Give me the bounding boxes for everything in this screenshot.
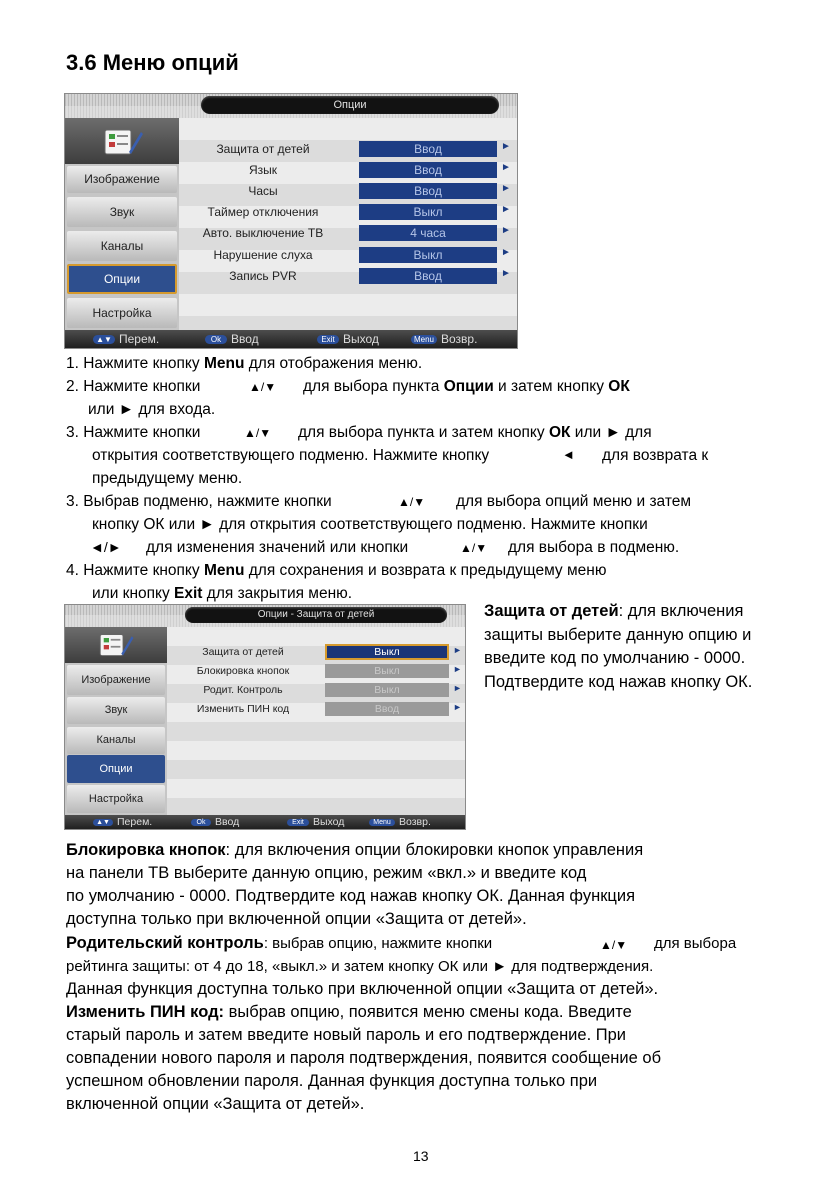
footer-hint-move: ▲▼ Перем. [93,816,152,828]
row-value[interactable]: Выкл [359,247,497,263]
ok-key-icon: Ok [205,335,227,344]
instruction-3: 3. Нажмите кнопки ▲/▼ для выбора пункта и затем кнопку ОК или ► для [66,424,652,441]
menu-row[interactable] [65,160,517,180]
instruction-4-cont2: ◄/► для изменения значений или кнопки ▲/▼ для выбора в подменю. [90,539,680,556]
page-heading: 3.6 Меню опций [66,50,239,75]
row-label: Часы [248,184,278,198]
menu-row[interactable] [65,700,465,718]
sidebar-item-setup[interactable]: Настройка [67,298,177,328]
button-lock-paragraph: Блокировка кнопок: для включения опции блокировки кнопок управления на панели ТВ выберите данную опцию, режим «вкл.» и введите код по умолчанию - 0000. Подтвердите код нажав кнопку ОК. Данная функция доступна только при включенной опции «Защита от детей». [66,841,644,928]
sidebar-item-setup[interactable]: Настройка [67,785,165,813]
updown-key-icon: ▲▼ [93,819,113,826]
instruction-3-cont: открытия соответствующего подменю. Нажмите кнопку ◄ для возврата к [92,447,709,464]
menu-title: Опции [201,96,499,114]
row-label: Авто. выключение ТВ [202,226,324,240]
footer-hint-enter: Ok Ввод [191,816,239,828]
menu-row[interactable] [65,681,465,699]
row-value[interactable]: Выкл [325,644,449,660]
right-arrow-icon: ► [501,141,511,152]
menu-row[interactable] [65,181,517,201]
sidebar-item-channels[interactable]: Каналы [67,231,177,261]
row-value[interactable]: Выкл [325,664,449,678]
right-arrow-icon: ► [501,247,511,258]
right-arrow-icon: ► [501,162,511,173]
footer-hint-back: Menu Возвр. [369,816,431,828]
footer-hint-move: ▲▼ Перем. [93,332,159,346]
parental-lock-description: Защита от детей: для включения защиты выберите данную опцию и введите код по умолчанию - 0000. Подтвердите код нажав кнопку ОК. [484,602,753,691]
options-menu-screenshot [64,93,518,349]
page-number: 13 [413,1148,429,1164]
row-value[interactable]: Ввод [359,162,497,178]
right-arrow-icon: ► [453,664,462,674]
exit-key-icon: Exit [317,335,339,344]
ok-key-icon: Ok [191,819,211,826]
menu-key-icon: Menu [411,335,437,344]
sidebar-item-sound[interactable]: Звук [67,697,165,724]
instruction-3-cont2: предыдущему меню. [92,470,243,487]
row-value[interactable]: Ввод [359,183,497,199]
menu-row[interactable] [65,245,517,265]
updown-key-icon: ▲▼ [93,335,115,344]
footer-hint-exit: Exit Выход [317,332,379,346]
sidebar-item-sound[interactable]: Звук [67,197,177,227]
menu-row[interactable] [65,266,517,286]
footer-hint-exit: Exit Выход [287,816,344,828]
exit-key-icon: Exit [287,819,309,826]
right-arrow-icon: ► [501,183,511,194]
menu-title: Опции - Защита от детей [185,607,447,623]
menu-row[interactable] [65,643,465,661]
right-arrow-icon: ► [501,225,511,236]
instruction-5-cont: или кнопку Exit для закрытия меню. [92,585,353,602]
right-arrow-icon: ► [453,702,462,712]
row-label: Родит. Контроль [203,684,283,696]
right-arrow-icon: ► [453,683,462,693]
instruction-4-cont: кнопку ОК или ► для открытия соответствующего подменю. Нажмите кнопки [92,516,648,533]
menu-footer [65,330,517,348]
footer-hint-enter: Ok Ввод [205,332,259,346]
sidebar-item-options[interactable]: Опции [67,755,165,783]
sidebar-item-picture[interactable]: Изображение [67,665,165,695]
row-label: Запись PVR [229,269,297,283]
instruction-4: 3. Выбрав подменю, нажмите кнопки ▲/▼ для выбора опций меню и затем [66,493,692,510]
row-value[interactable]: Выкл [359,204,497,220]
sidebar-item-channels[interactable]: Каналы [67,727,165,754]
menu-row[interactable] [65,139,517,159]
row-label: Защита от детей [216,142,310,156]
change-pin-paragraph: Изменить ПИН код: выбрав опцию, появится меню смены кода. Введите старый пароль и затем введите новый пароль и его подтверждение. При совпадении нового пароля и пароля подтверждения, появится сообщение об успешном обновлении пароля. Данная функция доступна только при включенной опции «Защита от детей». [66,1003,662,1113]
menu-footer [65,815,465,829]
menu-key-icon: Menu [369,819,395,826]
row-value[interactable]: Ввод [325,702,449,716]
row-label: Язык [248,163,278,177]
row-label: Изменить ПИН код [196,703,290,715]
menu-row[interactable] [65,662,465,680]
right-arrow-icon: ► [453,645,462,655]
row-value[interactable]: Ввод [359,141,497,157]
parental-lock-menu-screenshot [64,604,466,830]
parental-control-paragraph: Родительский контроль: выбрав опцию, нажмите кнопки ▲/▼ для выбора рейтинга защиты: от 4 до 18, «выкл.» и затем кнопку ОК или ► для подтверждения. Данная функция доступна только при включенной опции «Защита от детей». [66,934,737,998]
footer-hint-back: Menu Возвр. [411,332,477,346]
row-value[interactable]: Ввод [359,268,497,284]
instruction-2-cont: или ► для входа. [88,401,216,418]
right-arrow-icon: ► [501,268,511,279]
menu-row[interactable] [65,223,517,243]
row-label: Таймер отключения [207,205,319,219]
instruction-5: 4. Нажмите кнопку Menu для сохранения и возврата к предыдущему меню [66,562,607,579]
menu-row[interactable] [65,202,517,222]
instruction-1: 1. Нажмите кнопку Menu для отображения меню. [66,355,423,372]
sidebar-item-options[interactable]: Опции [67,264,177,294]
row-label: Нарушение слуха [213,248,313,262]
row-value[interactable]: Выкл [325,683,449,697]
row-value[interactable]: 4 часа [359,225,497,241]
right-arrow-icon: ► [501,204,511,215]
sidebar-item-picture[interactable]: Изображение [67,166,177,193]
row-label: Блокировка кнопок [196,665,290,677]
row-label: Защита от детей [202,646,284,658]
instruction-2: 2. Нажмите кнопки ▲/▼ для выбора пункта Опции и затем кнопку ОК [66,378,630,395]
